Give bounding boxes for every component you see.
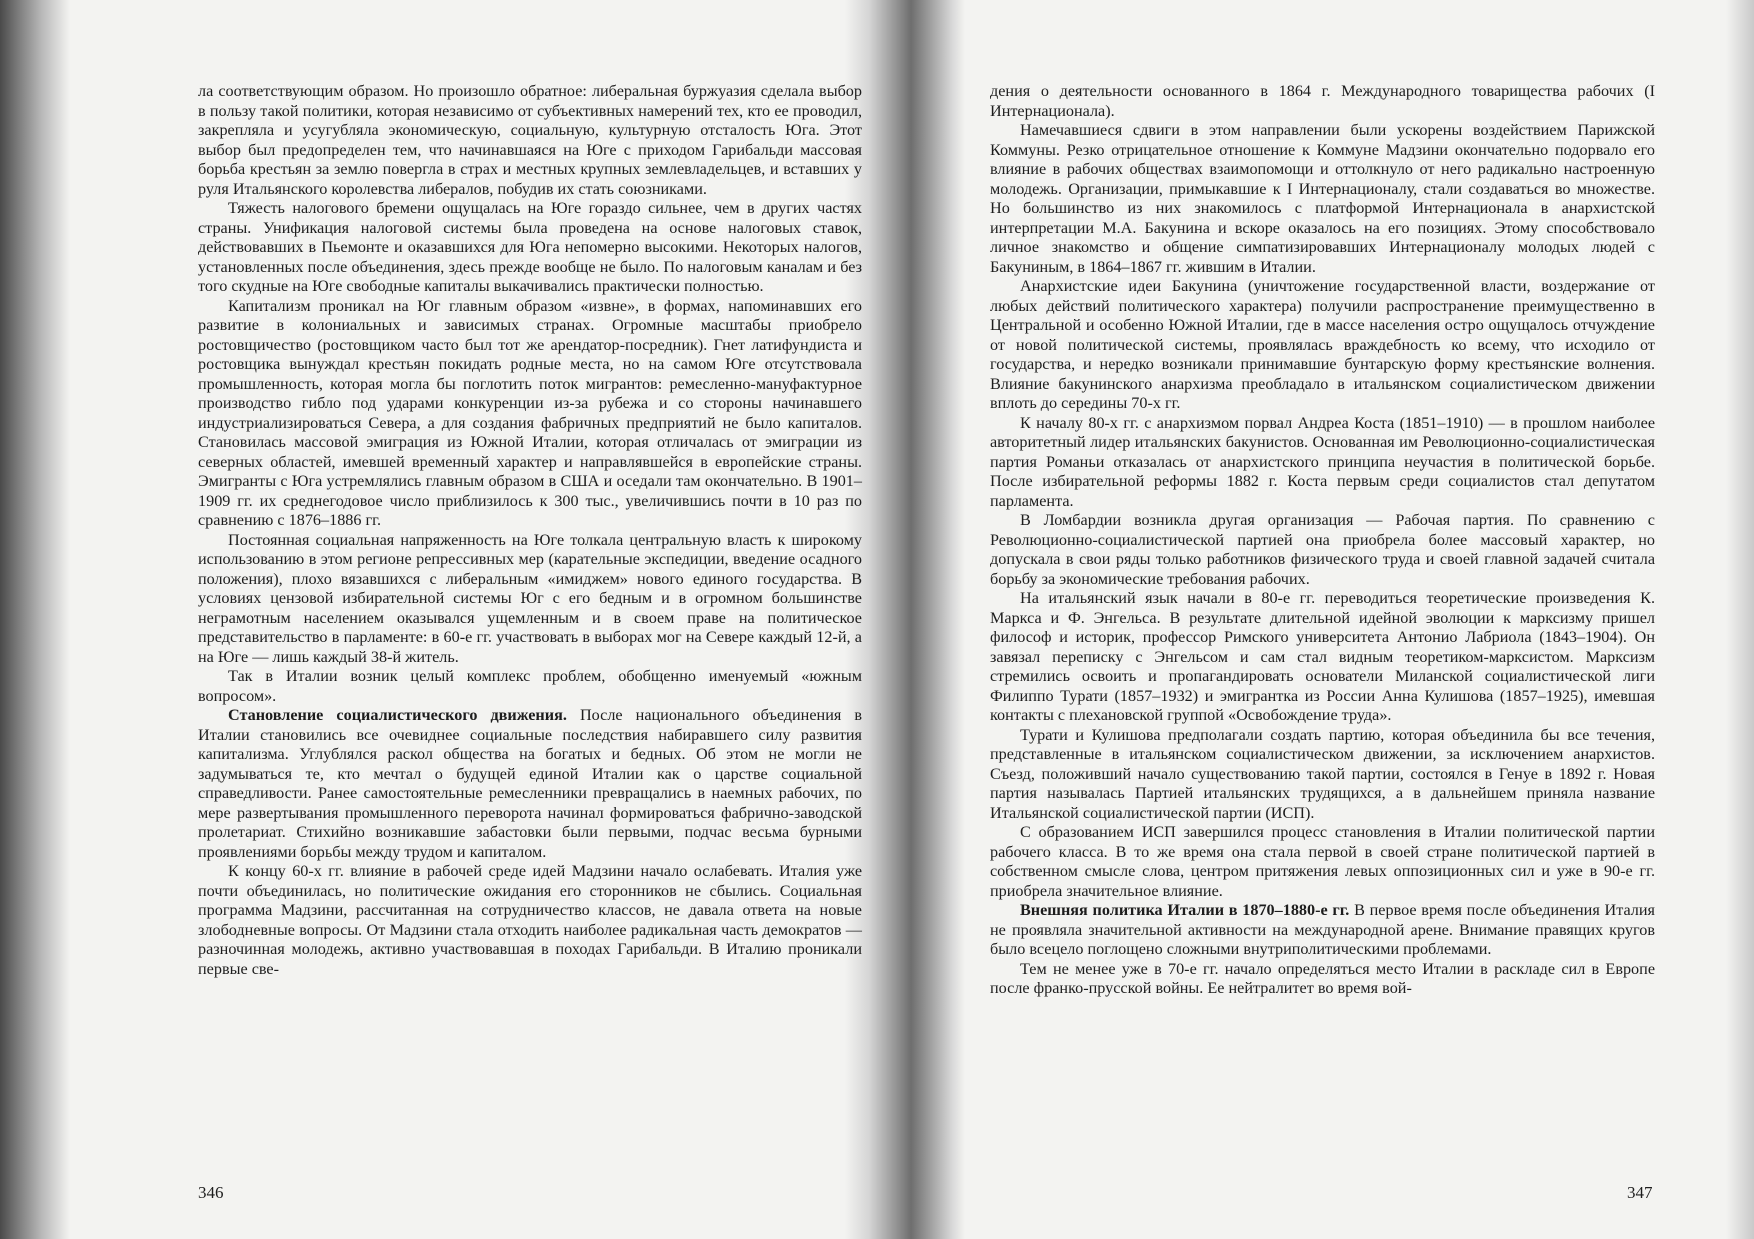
paragraph [990, 121, 1655, 277]
page-number-right: 347 [1627, 1183, 1653, 1202]
paragraph-text: Тем не менее уже в 70-е гг. начало определяться место Италии в раскладе сил в Европе после франко-прусской войны. Ее нейтралитет во время вой- [990, 959, 1655, 997]
paragraph [198, 297, 862, 531]
paragraph [198, 199, 862, 297]
paragraph-text: Капитализм проникал на Юг главным образом «извне», в формах, напоминавших его развитие в колониальных и зависимых странах. Огромные масштабы приобрело ростовщичество (ростовщиком часто был тот же арендатор-посредник). Гнет латифундиста и ростовщика вынуждал крестьян покидать родные места, но на самом Юге отсутствовала промышленность, которая могла бы поглотить поток мигрантов: ремесленно-мануфактурное производство гибло под ударами конкуренции из-за рубежа и со стороны начинавшего индустриализироваться Севера, а для создания фабричных предприятий не было капиталов. Становилась массовой эмиграция из Южной Италии, которая отличалась от эмиграции из северных областей, имевшей временный характер и направлявшейся в европейские страны. Эмигранты с Юга устремлялись главным образом в США и оседали там окончательно. В 1901–1909 гг. их среднегодовое число приблизилось к 300 тыс., увеличившись почти в 10 раз по сравнению с 1876–1886 гг. [198, 296, 862, 529]
paragraph-text: Турати и Кулишова предполагали создать партию, которая объединила бы все течения, представленные в итальянском социалистическом движении, за исключением анархистов. Съезд, положивший начало существованию такой партии, состоялся в Генуе в 1892 г. Новая партия называлась Партией итальянских трудящихся, а в дальнейшем приняла название Итальянской социалистической партии (ИСП). [990, 725, 1655, 822]
paragraph [990, 823, 1655, 901]
paragraph-text: С образованием ИСП завершился процесс становления в Италии политической партии рабочего класса. В то же время она стала первой в своей стране политической партией в собственном смысле слова, центром притяжения левых оппозиционных сил и уже в 90-е гг. приобрела значительное влияние. [990, 823, 1655, 900]
paragraph-text: К началу 80-х гг. с анархизмом порвал Андреа Коста (1851–1910) — в прошлом наиболее авторитетный лидер итальянских бакунистов. Основанная им Революционно-социалистическая партия Романьи отказалась от анархистского принципа неучастия в политической борьбе. После избирательной реформы 1882 г. Коста первым среди социалистов стал депутатом парламента. [990, 413, 1655, 510]
paragraph [198, 706, 862, 862]
page-number-left: 346 [198, 1183, 224, 1202]
left-page [198, 82, 862, 979]
paragraph [990, 511, 1655, 589]
paragraph-text: На итальянский язык начали в 80-е гг. переводиться теоретические произведения К. Маркса и Ф. Энгельса. В результате длительной идейной эволюции к марксизму пришел философ и историк, профессор Римского университета Антонио Лабриола (1843–1904). Он завязал переписку с Энгельсом и сам стал видным теоретиком-марксистом. Марксизм стремились освоить и пропагандировать основатели Миланской социалистической лиги Филиппо Турати (1857–1932) и эмигрантка из России Анна Кулишова (1857–1925), имевшая контакты с плехановской группой «Освобождение труда». [990, 589, 1655, 724]
section-heading: Внешняя политика Италии в 1870–1880-е гг. [1020, 901, 1350, 919]
right-page [990, 82, 1655, 999]
paragraph [990, 726, 1655, 824]
paragraph-text: Тяжесть налогового бремени ощущалась на Юге гораздо сильнее, чем в других частях страны. Унификация налоговой системы была проведена на основе налоговых ставок, действовавших в Пьемонте и оказавшихся для Юга непомерно высокими. Некоторых налогов, установленных после объединения, здесь прежде вообще не было. По налоговым каналам и без того скудные на Юге свободные капиталы выкачивались практически полностью. [198, 199, 862, 295]
scan-shadow-left [0, 0, 70, 1239]
paragraph [198, 667, 862, 706]
paragraph-text: ла соответствующим образом. Но произошло обратное: либеральная буржуазия сделала выбор в пользу такой политики, которая независимо от субъективных намерений тех, кто ее проводил, закрепляла и усугубляла экономическую, социальную, культурную отсталость Юга. Этот выбор был предопределен тем, что начинавшаяся на Юге с приходом Гарибальди массовая борьба крестьян за землю повергла в страх и местных крупных землевладельцев, и вставших у руля Итальянского королевства либералов, побудив их стать союзниками. [198, 82, 862, 198]
paragraph-text: Намечавшиеся сдвиги в этом направлении были ускорены воздействием Парижской Коммуны. Резко отрицательное отношение к Коммуне Мадзини окончательно подорвало его влияние в рабочих обществах взаимопомощи и оттолкнуло от него радикально настроенную молодежь. Организации, примыкавшие к I Интернационалу, стали создаваться во множестве. Но большинство из них знакомилось с платформой Интернационала в анархистской интерпретации М.А. Бакунина и вскоре оказалось на его позициях. Этому способствовало личное знакомство и общение симпатизировавших Интернационалу молодых людей с Бакуниным, в 1864–1867 гг. жившим в Италии. [990, 121, 1655, 276]
paragraph-text: После национального объединения в Италии становились все очевиднее социальные последствия набиравшего силу развития капитализма. Углублялся раскол общества на богатых и бедных. Об этом не могли не задумываться те, кто мечтал о будущей единой Италии как о царстве социальной справедливости. Ранее самостоятельные ремесленники превращались в наемных рабочих, по мере развертывания промышленного переворота начинал формироваться фабрично-заводской пролетариат. Стихийно возникавшие забастовки были первыми, подчас весьма бурными проявлениями борьбы между трудом и капиталом. [198, 706, 863, 861]
paragraph-text: Постоянная социальная напряженность на Юге толкала центральную власть к широкому использованию в этом регионе репрессивных мер (карательные экспедиции, введение осадного положения), плохо вязавшихся с либеральным «имиджем» нового единого государства. В условиях цензовой избирательной системы Юг с его бедным и в огромном большинстве неграмотным населением оказывался ущемленным и в своем праве на политическое представительство в парламенте: в 60-е гг. участвовать в выборах мог на Севере каждый 12-й, а на Юге — лишь каждый 38-й житель. [198, 530, 862, 666]
book-gutter [845, 0, 965, 1239]
paragraph [990, 901, 1655, 960]
paragraph-text: Анархистские идеи Бакунина (уничтожение государственной власти, воздержание от любых действий политического характера) получили распространение преимущественно в Центральной и особенно Южной Италии, где в массе населения остро ощущалось отчуждение от новой политической системы, проявлялась враждебность ко всему, что исходило от государства, и нередко возникали принимавшие бунтарскую форму крестьянские волнения. Влияние бакунинского анархизма преобладало в итальянском социалистическом движении вплоть до середины 70-х гг. [990, 277, 1655, 412]
paragraph [990, 589, 1655, 726]
paragraph-text: Так в Италии возник целый комплекс проблем, обобщенно именуемый «южным вопросом». [198, 667, 862, 705]
paragraph [990, 960, 1655, 999]
paragraph [198, 531, 862, 668]
section-heading: Становление социалистического движения. [228, 706, 567, 724]
paragraph [198, 82, 862, 199]
paragraph-text: К концу 60-х гг. влияние в рабочей среде идей Мадзини начало ослабевать. Италия уже почти объединилась, но политические ожидания его сторонников не сбылись. Социальная программа Мадзини, рассчитанная на сотрудничество классов, не давала ответа на новые злободневные вопросы. От Мадзини стала отходить наиболее радикальная часть демократов — разночинная молодежь, активно участвовавшая в походах Гарибальди. В Италию проникали первые све- [198, 862, 862, 978]
paragraph [198, 862, 862, 979]
paragraph [990, 82, 1655, 121]
paragraph-text: В Ломбардии возникла другая организация — Рабочая партия. По сравнению с Революционно-социалистической партией она приобрела более массовый характер, но допускала в свои ряды только работников физического труда и своей главной задачей считала борьбу за экономические требования рабочих. [990, 511, 1655, 588]
scan-shadow-right [1726, 0, 1754, 1239]
paragraph-text: В первое время после объединения Италия не проявляла значительной активности на международной арене. Внимание правящих кругов было всецело поглощено сложными внутриполитическими проблемами. [990, 901, 1655, 958]
paragraph [990, 414, 1655, 512]
paragraph [990, 277, 1655, 414]
paragraph-text: дения о деятельности основанного в 1864 г. Международного товарищества рабочих (I Интернационала). [990, 82, 1655, 120]
